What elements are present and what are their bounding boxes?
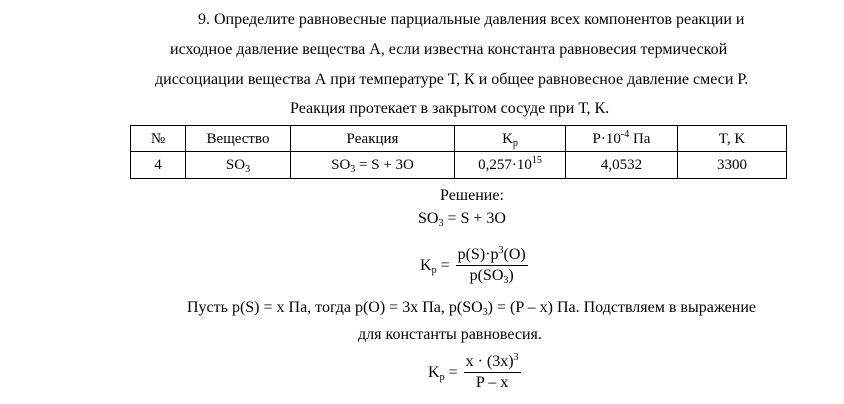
header-pressure-label: P·10 — [592, 130, 621, 147]
header-reaction: Реакция — [291, 126, 455, 152]
cell-temperature: 3300 — [678, 152, 787, 179]
kp1-num-sup: 3 — [498, 245, 504, 256]
kp1-lhs — [420, 257, 450, 275]
header-pressure — [566, 126, 678, 152]
kp1-denominator — [468, 266, 516, 285]
cell-kp — [455, 152, 566, 179]
cell-kp-exp: 15 — [531, 155, 542, 166]
kp1-numerator — [456, 246, 528, 266]
kp2-num-a: x · (3x) — [465, 353, 514, 370]
reaction-eq-sub: 3 — [438, 218, 444, 229]
cell-reaction — [291, 152, 455, 179]
solution-text-1b: ) = (P – x) Па. Подствляем в выражение — [487, 299, 756, 316]
kp1-fraction — [456, 246, 528, 285]
kp1-den-a: p(SO — [469, 267, 504, 284]
cell-reaction-b: = S + 3O — [355, 157, 414, 173]
table-header-row — [131, 126, 787, 152]
cell-substance-formula: SO — [225, 157, 246, 173]
solution-title: Решение: — [440, 187, 504, 204]
header-kp — [455, 126, 566, 152]
kp1-num-a: p(S)·p — [457, 246, 499, 263]
data-table — [130, 125, 787, 179]
solution-text-1-sub: 3 — [482, 307, 488, 318]
header-kp-sub: p — [512, 137, 518, 149]
kp2-symbol-sub: p — [439, 371, 445, 383]
header-pressure-exp: -4 — [620, 128, 630, 140]
kp2-equals: = — [444, 363, 458, 381]
header-num: № — [131, 126, 186, 152]
reaction-equation — [418, 209, 506, 229]
problem-line-1: 9. Определите равновесные парциальные давления всех компонентов реакции и — [198, 11, 745, 28]
header-pressure-unit: Па — [629, 130, 651, 147]
cell-pressure: 4,0532 — [566, 152, 678, 179]
kp1-symbol-sub: p — [431, 264, 437, 276]
problem-line-2: исходное давление вещества А, если известна константа равновесия термической — [170, 41, 728, 58]
table-row — [131, 152, 787, 179]
problem-line-3: диссоциации вещества А при температуре Т, К и общее равновесное давление смеси Р. — [155, 71, 749, 88]
kp2-fraction — [464, 353, 521, 392]
kp-formula-1 — [420, 246, 528, 285]
kp1-equals: = — [436, 256, 450, 274]
cell-reaction-a: SO — [331, 157, 351, 173]
header-kp-symbol: K — [502, 130, 513, 147]
kp2-denominator: P – x — [475, 374, 509, 391]
problem-line-4: Реакция протекает в закрытом сосуде при Т, К. — [290, 100, 610, 117]
kp1-symbol: K — [420, 256, 432, 274]
kp2-symbol: K — [428, 363, 440, 381]
cell-substance-sub: 3 — [245, 164, 251, 175]
kp1-num-b: (O) — [503, 246, 526, 263]
reaction-eq-a: SO — [418, 210, 439, 227]
header-substance: Вещество — [186, 126, 291, 152]
kp1-den-sub: 3 — [503, 275, 509, 286]
cell-reaction-sub: 3 — [350, 164, 356, 175]
solution-text-2: для константы равновесия. — [358, 326, 542, 343]
kp-formula-2 — [428, 353, 521, 392]
kp2-num-sup: 3 — [513, 352, 519, 363]
cell-kp-mantissa: 0,257·10 — [478, 157, 532, 173]
reaction-eq-b: = S + 3O — [443, 210, 506, 227]
solution-text-1 — [187, 298, 756, 318]
solution-text-1a: Пусть p(S) = x Па, тогда p(O) = 3x Па, p(SO — [187, 299, 483, 316]
cell-substance — [186, 152, 291, 179]
cell-num: 4 — [131, 152, 186, 179]
kp2-numerator — [464, 353, 521, 373]
kp2-lhs — [428, 364, 458, 382]
kp1-den-b: ) — [508, 267, 514, 284]
header-temperature: T, K — [678, 126, 787, 152]
